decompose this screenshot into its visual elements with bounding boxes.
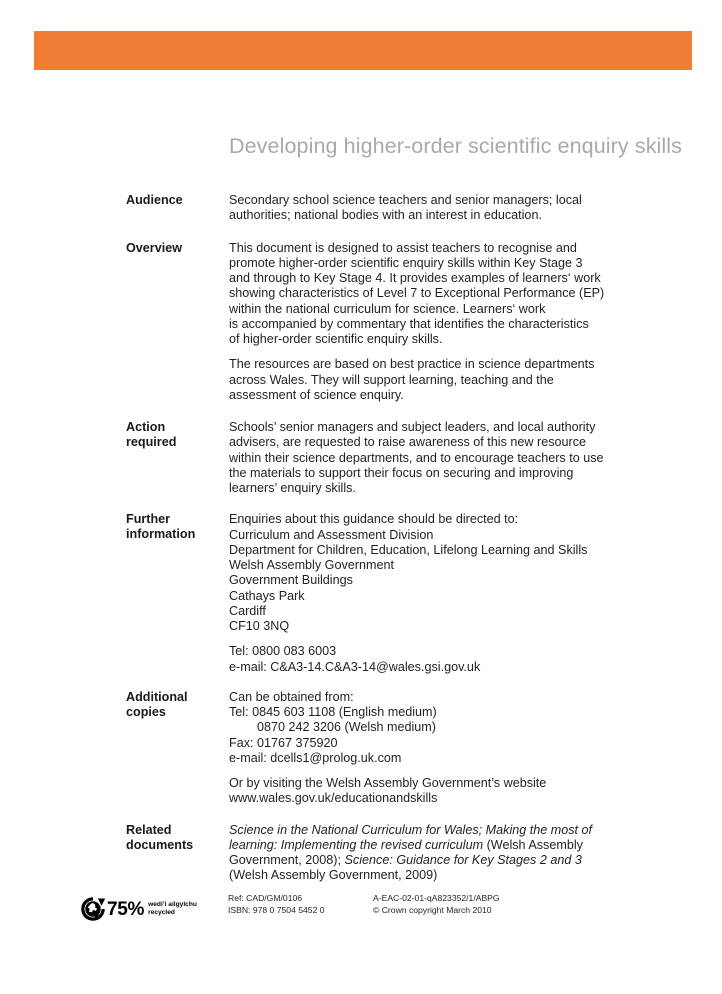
- row-body-additional-copies: [229, 690, 646, 807]
- page-footer: [80, 893, 640, 922]
- recycled-label: [148, 901, 197, 917]
- row-body-related-documents: [229, 823, 646, 884]
- text-line: the materials to support their focus on securing and improving: [229, 465, 574, 480]
- paragraph: [229, 420, 646, 496]
- text-line: authorities; national bodies with an interest in education.: [229, 208, 542, 223]
- text-line: Department for Children, Education, Lifelong Learning and Skills: [229, 542, 588, 557]
- recycled-label-english: recycled: [148, 909, 175, 916]
- telephone-line-english: Tel: 0845 603 1108 (English medium): [229, 705, 437, 719]
- text-line: within the national curriculum for science. Learners‘ work: [229, 301, 546, 316]
- label-line: documents: [126, 837, 194, 852]
- paragraph: [229, 357, 646, 403]
- text-line: across Wales. They will support learning, teaching and the: [229, 372, 554, 387]
- label-line: Further: [126, 512, 171, 527]
- recycled-label-welsh: wedi’i ailgylchu: [148, 900, 197, 908]
- row-label-audience: [126, 193, 229, 208]
- email-line[interactable]: e-mail: dcells1@prolog.uk.com: [229, 750, 402, 765]
- text-line: Secondary school science teachers and senior managers; local: [229, 193, 582, 207]
- label-line: Related: [126, 822, 172, 837]
- text-line: promote higher-order scientific enquiry skills within Key Stage 3: [229, 255, 583, 270]
- fax-line: Fax: 01767 375920: [229, 735, 338, 750]
- text-line: and through to Key Stage 4. It provides examples of learners‘ work: [229, 271, 601, 285]
- copyright-notice: © Crown copyright March 2010: [373, 904, 492, 915]
- table-row-audience: [126, 193, 646, 224]
- text-line: Curriculum and Assessment Division: [229, 527, 434, 542]
- ordering-contact-details: [229, 690, 646, 766]
- table-row-further-information: [126, 512, 646, 675]
- text-line: Cathays Park: [229, 588, 305, 603]
- paragraph: [229, 241, 646, 348]
- text-line: Welsh Assembly Government: [229, 558, 394, 572]
- table-row-action-required: [126, 420, 646, 496]
- text-line: is accompanied by commentary that identifies the characteristics: [229, 316, 589, 331]
- row-label-additional-copies: [126, 690, 229, 720]
- recycled-mark: [80, 893, 228, 922]
- table-row-overview: [126, 241, 646, 404]
- text-line: Can be obtained from:: [229, 689, 354, 704]
- row-label-related-documents: [126, 823, 229, 853]
- label-line: Audience: [126, 193, 183, 207]
- row-body-action-required: [229, 420, 646, 496]
- text-line: This document is designed to assist teachers to recognise and: [229, 240, 577, 255]
- reference-block: [228, 893, 373, 916]
- label-line: Additional: [126, 689, 188, 704]
- ref-number: Ref: CAD/GM/0106: [228, 893, 303, 903]
- paragraph: [229, 193, 646, 224]
- row-body-overview: [229, 241, 646, 404]
- label-line: Action: [126, 420, 166, 434]
- text-line: within their science departments, and to encourage teachers to use: [229, 450, 604, 465]
- label-line: Overview: [126, 240, 183, 255]
- email-line[interactable]: e-mail: C&A3-14.C&A3-14@wales.gsi.gov.uk: [229, 659, 481, 674]
- website-url[interactable]: www.wales.gov.uk/educationandskills: [229, 791, 438, 806]
- related-documents-text: Science in the National Curriculum for Wales; Making the most of learning: Implementing the revised curriculum (Welsh Assembly Government, 2008); Science: Guidance for Key Stages 2 and 3 (Welsh Assembly Government, 2009): [229, 822, 593, 883]
- text-line: assessment of science enquiry.: [229, 387, 404, 402]
- text-line: Or by visiting the Welsh Assembly Government’s website: [229, 776, 547, 790]
- text-line: showing characteristics of Level 7 to Exceptional Performance (EP): [229, 286, 605, 301]
- text-line: Cardiff: [229, 603, 266, 618]
- contact-details: [229, 644, 646, 675]
- telephone-line-welsh: 0870 242 3206 (Welsh medium): [257, 720, 436, 735]
- text-line: CF10 3NQ: [229, 619, 290, 633]
- label-line: copies: [126, 704, 166, 719]
- text-line: Government Buildings: [229, 573, 353, 588]
- text-line: The resources are based on best practice in science departments: [229, 357, 595, 372]
- isbn-number: ISBN: 978 0 7504 5452 0: [228, 904, 325, 915]
- text-line: of higher-order scientific enquiry skills.: [229, 332, 443, 346]
- row-label-action-required: [126, 420, 229, 450]
- text-line: Schools’ senior managers and subject leaders, and local authority: [229, 420, 596, 434]
- row-body-further-information: [229, 512, 646, 675]
- row-label-further-information: [126, 512, 229, 542]
- table-row-related-documents: [126, 823, 646, 884]
- postal-address: [229, 512, 646, 634]
- orange-header-band: [34, 31, 692, 70]
- text-line: Enquiries about this guidance should be directed to:: [229, 512, 519, 527]
- text-line: advisers, are requested to raise awareness of this new resource: [229, 435, 587, 450]
- copyright-block: [373, 893, 573, 916]
- website-details: [229, 776, 646, 807]
- recycling-icon: [80, 896, 106, 922]
- row-body-audience: [229, 193, 646, 224]
- info-table: [126, 193, 646, 884]
- recycled-percentage: 75%: [107, 898, 145, 920]
- telephone-line: Tel: 0800 083 6003: [229, 644, 337, 659]
- row-label-overview: [126, 241, 229, 256]
- label-line: information: [126, 527, 196, 542]
- page-title: Developing higher-order scientific enquiry skills: [229, 134, 683, 158]
- label-line: required: [126, 435, 177, 450]
- publication-code: A-EAC-02-01-qA823352/1/ABPG: [373, 893, 500, 903]
- text-line: learners’ enquiry skills.: [229, 481, 356, 495]
- table-row-additional-copies: [126, 690, 646, 807]
